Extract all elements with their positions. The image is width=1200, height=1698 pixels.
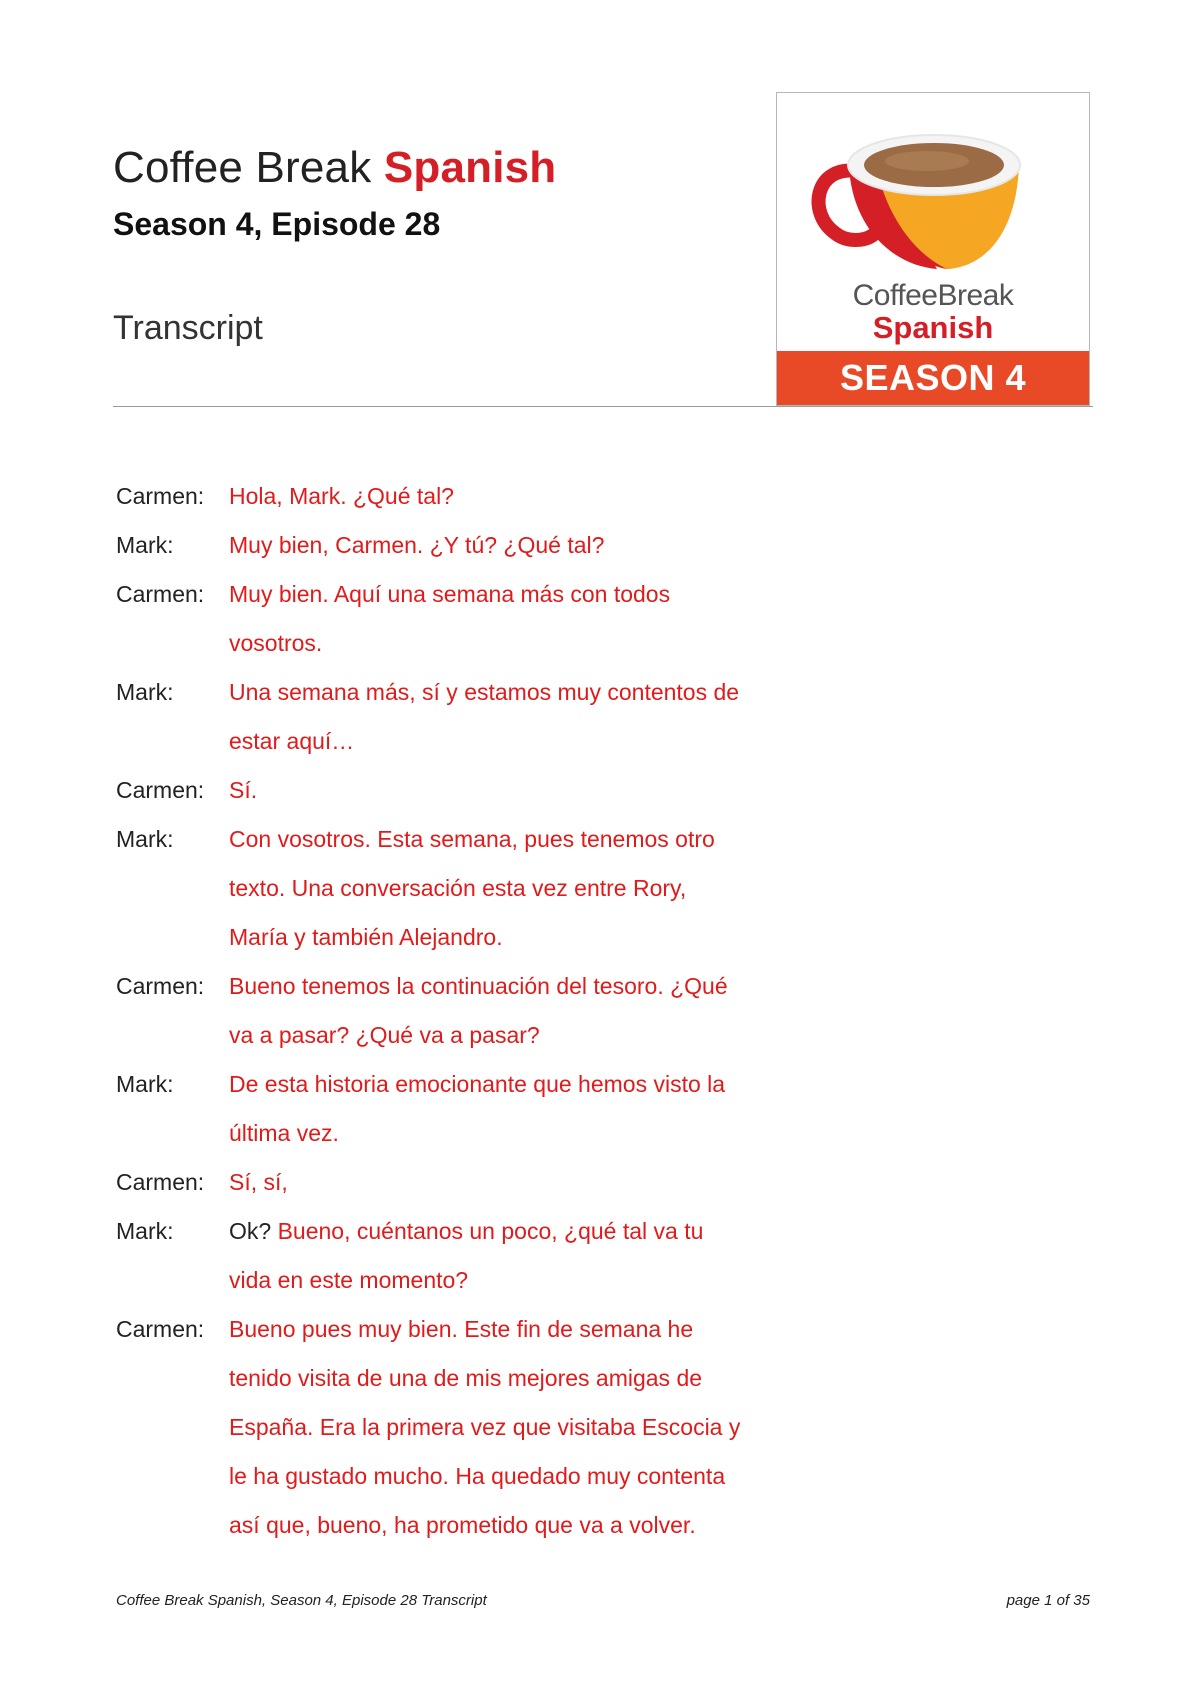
speech-content: Sí, sí,: [229, 1169, 288, 1195]
speech-text: [229, 668, 796, 766]
speech-content: Bueno, cuéntanos un poco, ¿qué tal va tu vida en este momento?: [229, 1218, 704, 1293]
speech-text: [229, 1158, 796, 1207]
footer-page-number: page 1 of 35: [1006, 1592, 1090, 1609]
transcript-line: [116, 962, 796, 1060]
logo-text-spanish: Spanish: [872, 310, 994, 345]
coffee-break-spanish-logo: [776, 92, 1090, 406]
speech-content: Muy bien, Carmen. ¿Y tú? ¿Qué tal?: [229, 532, 605, 558]
page-title: [113, 140, 763, 196]
speech-content: Muy bien. Aquí una semana más con todos vosotros.: [229, 581, 671, 656]
speech-text: [229, 815, 796, 962]
transcript-line: [116, 1158, 796, 1207]
transcript-line: [116, 472, 796, 521]
episode-subtitle: Season 4, Episode 28: [113, 206, 441, 242]
speaker-label: Mark:: [116, 1071, 174, 1097]
speaker-label: Mark:: [116, 1218, 174, 1244]
speech-content: Sí.: [229, 777, 258, 803]
speaker-label: Carmen:: [116, 1169, 205, 1195]
transcript-line: [116, 766, 796, 815]
transcript-line: [116, 521, 796, 570]
speaker-label: Mark:: [116, 826, 174, 852]
speech-text: [229, 472, 796, 521]
speaker-label: Carmen:: [116, 483, 205, 509]
speech-prefix: Ok?: [229, 1218, 278, 1244]
speech-text: [229, 1305, 796, 1550]
document-header: [113, 140, 763, 347]
speaker-label: Mark:: [116, 532, 174, 558]
logo-text-coffeebreak: CoffeeBreak: [852, 279, 1014, 312]
footer-document-title: Coffee Break Spanish, Season 4, Episode 28 Transcript: [116, 1592, 487, 1609]
transcript-line: [116, 1305, 796, 1550]
speech-content: Bueno pues muy bien. Este fin de semana he tenido visita de una de mis mejores amigas de España. Era la primera vez que visitaba Escocia y le ha gustado mucho. Ha quedado muy contenta así que, bueno, ha prometido que va a volver.: [229, 1316, 741, 1538]
document-type-label: Transcript: [113, 309, 263, 347]
header-divider: [113, 406, 1093, 407]
speech-content: Una semana más, sí y estamos muy contentos de estar aquí…: [229, 679, 740, 754]
transcript-body: [116, 472, 796, 1550]
speech-text: [229, 766, 796, 815]
speech-text: [229, 1060, 796, 1158]
logo-season-band: SEASON 4: [777, 351, 1089, 405]
transcript-line: [116, 815, 796, 962]
speech-text: [229, 962, 796, 1060]
speaker-label: Carmen:: [116, 777, 205, 803]
speech-text: [229, 521, 796, 570]
title-prefix: Coffee Break: [113, 143, 384, 192]
speech-content: De esta historia emocionante que hemos visto la última vez.: [229, 1071, 726, 1146]
speech-content: Bueno tenemos la continuación del tesoro. ¿Qué va a pasar? ¿Qué va a pasar?: [229, 973, 728, 1048]
speech-text: [229, 570, 796, 668]
transcript-line: [116, 1060, 796, 1158]
speaker-label: Carmen:: [116, 1316, 205, 1342]
speech-text: [229, 1207, 796, 1305]
transcript-line: [116, 570, 796, 668]
speaker-label: Mark:: [116, 679, 174, 705]
title-brand: Spanish: [383, 143, 557, 192]
speaker-label: Carmen:: [116, 973, 205, 999]
transcript-line: [116, 1207, 796, 1305]
transcript-line: [116, 668, 796, 766]
speech-content: Con vosotros. Esta semana, pues tenemos otro texto. Una conversación esta vez entre Rory, María y también Alejandro.: [229, 826, 715, 950]
speech-content: Hola, Mark. ¿Qué tal?: [229, 483, 454, 509]
speaker-label: Carmen:: [116, 581, 205, 607]
